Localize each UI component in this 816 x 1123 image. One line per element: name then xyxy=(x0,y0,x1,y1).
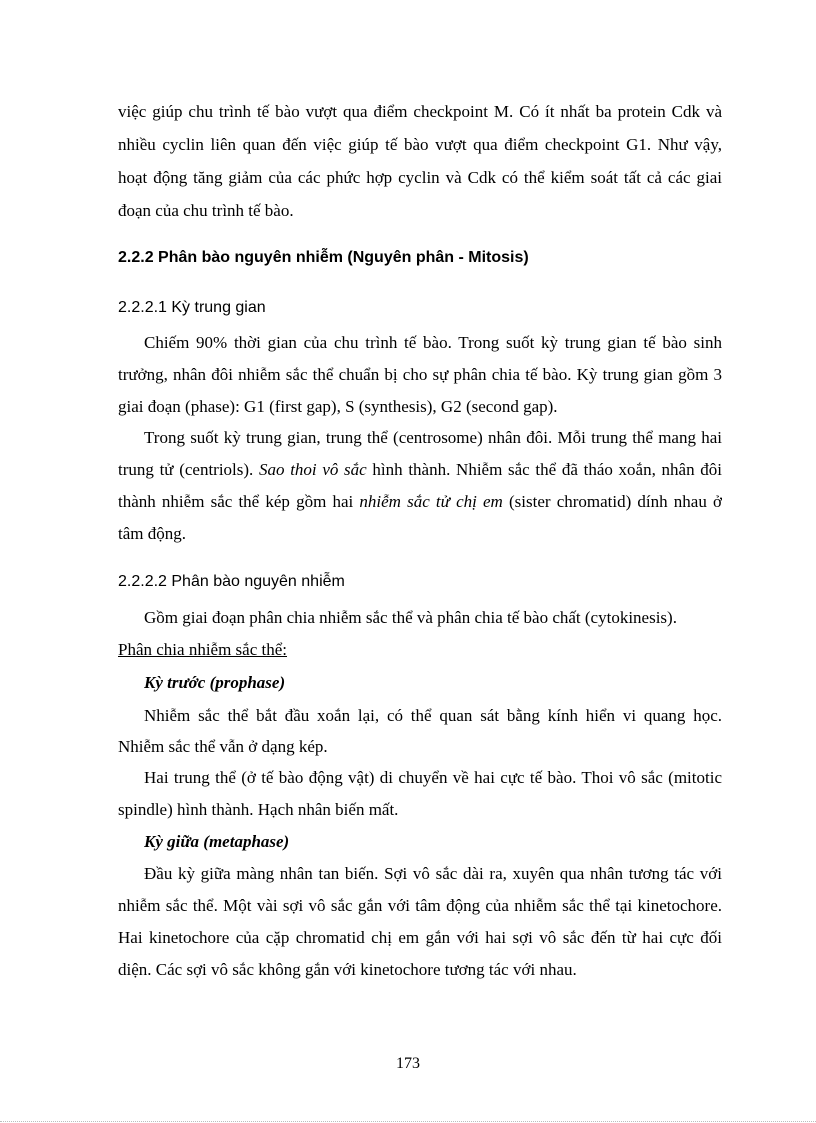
paragraph-line: trưởng, nhân đôi nhiễm sắc thể chuẩn bị cho sự phân chia tế bào. Kỳ trung gian gồm 3 xyxy=(118,365,722,384)
paragraph-line: tâm động. xyxy=(118,524,186,543)
paragraph-line: Nhiễm sắc thể bắt đầu xoắn lại, có thể quan sát bằng kính hiển vi quang học. xyxy=(144,706,722,725)
paragraph-line: nhiễm sắc thể. Một vài sợi vô sắc gắn với tâm động của nhiễm sắc thể tại kinetochore. xyxy=(118,896,722,915)
paragraph-line: đoạn của chu trình tế bào. xyxy=(118,201,294,220)
paragraph-line: hoạt động tăng giảm của các phức hợp cyclin và Cdk có thể kiểm soát tất cả các giai xyxy=(118,168,722,187)
paragraph-line: Trong suốt kỳ trung gian, trung thể (centrosome) nhân đôi. Mỗi trung thể mang hai xyxy=(144,428,722,447)
text-run: thành nhiễm sắc thể kép gồm hai xyxy=(118,492,360,511)
page-number: 173 xyxy=(396,1055,420,1072)
paragraph-line: Đầu kỳ giữa màng nhân tan biến. Sợi vô sắc dài ra, xuyên qua nhân tương tác với xyxy=(144,864,722,883)
subheading-text: Phân chia nhiễm sắc thể: xyxy=(118,640,288,659)
section-heading: 2.2.2 Phân bào nguyên nhiễm (Nguyên phân - Mitosis) xyxy=(118,249,529,266)
paragraph-line xyxy=(118,491,722,513)
page-bottom-border xyxy=(0,1121,816,1122)
paragraph-line: việc giúp chu trình tế bào vượt qua điểm checkpoint M. Có ít nhất ba protein Cdk và xyxy=(118,102,722,121)
paragraph-line: spindle) hình thành. Hạch nhân biến mất. xyxy=(118,800,399,819)
subsection-heading: 2.2.2.1 Kỳ trung gian xyxy=(118,299,266,316)
paragraph-line: Nhiễm sắc thể vẫn ở dạng kép. xyxy=(118,737,328,756)
paragraph-line: Gồm giai đoạn phân chia nhiễm sắc thể và phân chia tế bào chất (cytokinesis). xyxy=(144,608,677,627)
text-run: trung tử (centriols). xyxy=(118,460,259,479)
underlined-subheading xyxy=(118,639,722,661)
paragraph-line xyxy=(118,459,722,481)
paragraph-line: diện. Các sợi vô sắc không gắn với kinetochore tương tác với nhau. xyxy=(118,960,577,979)
text-run: hình thành. Nhiễm sắc thể đã tháo xoắn, nhân đôi xyxy=(366,460,722,479)
phase-title-prophase: Kỳ trước (prophase) xyxy=(144,673,286,692)
paragraph-line: Hai kinetochore của cặp chromatid chị em gắn với hai sợi vô sắc đến từ hai cực đối xyxy=(118,928,722,947)
paragraph-line: nhiều cyclin liên quan đến việc giúp tế bào vượt qua điểm checkpoint G1. Như vậy, xyxy=(118,135,722,154)
text-run: (sister chromatid) dính nhau ở xyxy=(502,492,722,511)
paragraph-line: Hai trung thể (ở tế bào động vật) di chuyển về hai cực tế bào. Thoi vô sắc (mitotic xyxy=(144,768,722,787)
paragraph-line: giai đoạn (phase): G1 (first gap), S (synthesis), G2 (second gap). xyxy=(118,397,558,416)
paragraph-line: Chiếm 90% thời gian của chu trình tế bào. Trong suốt kỳ trung gian tế bào sinh xyxy=(144,333,722,352)
phase-title-metaphase: Kỳ giữa (metaphase) xyxy=(144,832,290,851)
subsection-heading: 2.2.2.2 Phân bào nguyên nhiễm xyxy=(118,573,345,590)
italic-term: nhiễm sắc tử chị em xyxy=(359,492,503,511)
italic-term: Sao thoi vô sắc xyxy=(259,460,367,479)
